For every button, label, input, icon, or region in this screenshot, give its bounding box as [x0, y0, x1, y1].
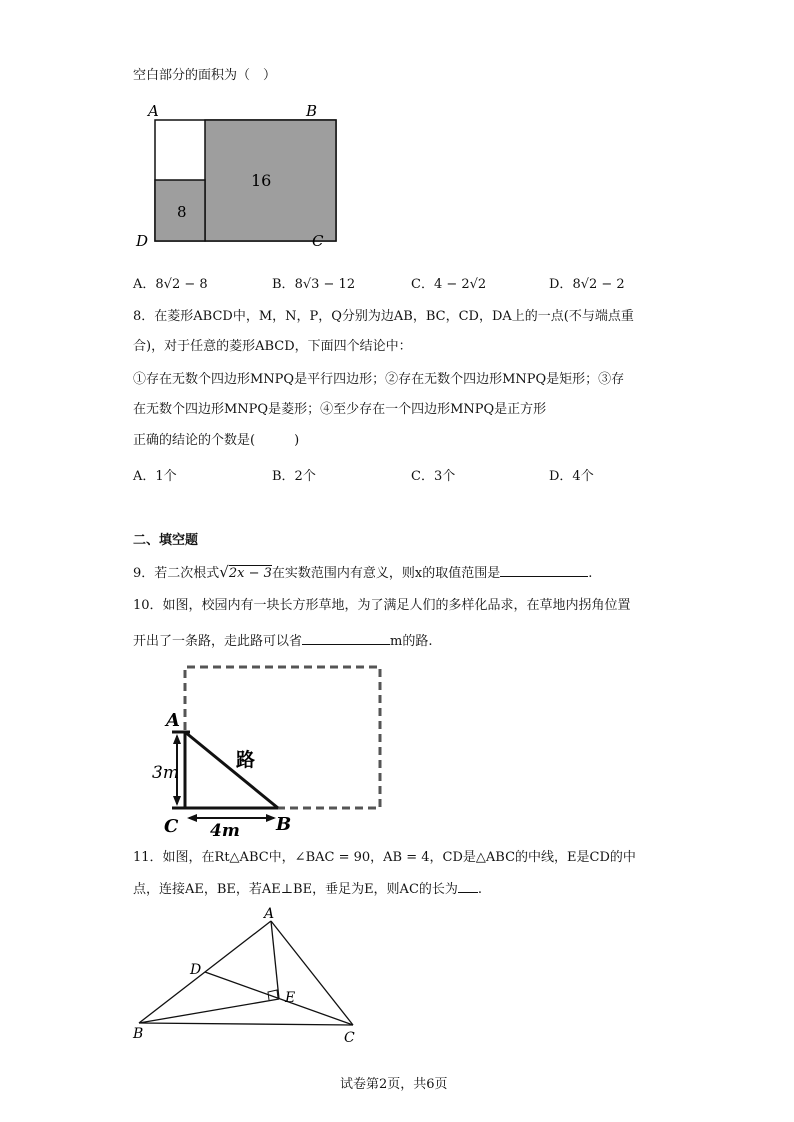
q10-road-label: 路 [236, 749, 256, 771]
q11-line2-suffix: . [477, 882, 483, 897]
q10-line2-prefix: 开出了一条路，走此路可以省 [133, 634, 303, 649]
q11-label-d: D [190, 962, 202, 978]
q8-line1: 8．在菱形ABCD中，M，N，P，Q分别为边AB，BC，CD，DA上的一点(不与端点重 [133, 309, 634, 324]
q8-option-c: C．3个 [411, 469, 456, 484]
page-footer: 试卷第2页，共6页 [340, 1077, 448, 1092]
q7-option-c [411, 273, 486, 292]
q10-label-4m: 4m [210, 821, 240, 841]
q7-label-c: C [312, 232, 324, 250]
q8-option-b: B．2个 [272, 469, 316, 484]
q9-middle: 在实数范围内有意义，则x的取值范围是 [271, 566, 501, 581]
q9-radicand: 2x − 3 [228, 566, 272, 581]
q9-suffix: . [588, 566, 593, 581]
q11-label-e: E [285, 990, 296, 1006]
q11-label-a: A [264, 906, 275, 922]
q10-arrow-up [173, 734, 181, 744]
q7-figure [130, 98, 340, 253]
q9-answer-blank[interactable] [500, 564, 588, 577]
q7-option-a-expr: 8√2 − 8 [155, 277, 208, 292]
q10-label-3m: 3m [152, 763, 179, 783]
q10-label-a: A [166, 710, 180, 731]
q10-road-line [185, 732, 278, 808]
q7-label-d: D [136, 232, 149, 250]
q11-line2 [133, 880, 482, 898]
q11-segment-be [139, 999, 279, 1023]
q10-line2-suffix: m的路. [390, 634, 433, 649]
q7-option-a-label: A． [133, 277, 156, 292]
q7-option-d-expr: 8√2 − 2 [572, 277, 625, 292]
q8-line2: 合)，对于任意的菱形ABCD，下面四个结论中： [133, 339, 412, 354]
q7-label-8: 8 [177, 203, 187, 221]
q11-label-b: B [133, 1026, 144, 1042]
q7-option-d-label: D． [549, 277, 573, 292]
q9-radical: √2x − 3 [219, 563, 272, 581]
q7-option-c-expr: 4 − 2√2 [433, 277, 487, 292]
q7-option-b-label: B． [272, 277, 295, 292]
q10-answer-blank[interactable] [302, 632, 390, 645]
q7-label-b: B [306, 102, 318, 120]
q7-option-c-label: C． [411, 277, 434, 292]
q8-option-a: A．1个 [133, 469, 177, 484]
q8-option-d: D．4个 [549, 469, 594, 484]
q11-answer-blank[interactable] [458, 880, 478, 893]
q7-label-16: 16 [251, 171, 272, 190]
q10-line1: 10．如图，校园内有一块长方形草地，为了满足人们的多样化品求，在草地内拐角位置 [133, 598, 631, 613]
q10-arrow-left [187, 814, 197, 822]
section-title: 二、填空题 [133, 533, 199, 548]
q11-segment-ae [271, 921, 279, 999]
q11-label-c: C [344, 1030, 355, 1046]
q11-side-bc [139, 1023, 353, 1025]
q8-line4: 在无数个四边形MNPQ是菱形；④至少存在一个四边形MNPQ是正方形 [133, 402, 547, 417]
q10-arrow-right [266, 814, 276, 822]
q10-label-c: C [164, 816, 179, 837]
q10-label-b: B [276, 814, 292, 835]
q10-dashed-lawn [185, 667, 380, 808]
q9-prefix: 9．若二次根式 [133, 566, 220, 581]
q10-line2 [133, 632, 432, 650]
q7-option-b-expr: 8√3 − 12 [294, 277, 356, 292]
q10-arrow-down [173, 796, 181, 806]
q8-line5: 正确的结论的个数是( ) [133, 433, 300, 448]
q8-line3: ①存在无数个四边形MNPQ是平行四边形；②存在无数个四边形MNPQ是矩形；③存 [133, 372, 625, 387]
q11-side-ac [271, 921, 353, 1025]
q7-stem: 空白部分的面积为（ ） [133, 68, 277, 83]
q7-option-d [549, 273, 625, 292]
q10-figure [152, 660, 390, 841]
q7-option-b [272, 273, 355, 292]
q7-option-a [133, 273, 208, 292]
q11-line2-prefix: 点，连接AE，BE，若AE⊥BE，垂足为E，则AC的长为 [133, 882, 458, 897]
q9-line [133, 564, 592, 582]
q11-figure [128, 904, 368, 1054]
q11-line1: 11．如图，在Rt△ABC中，∠BAC = 90，AB = 4，CD是△ABC的中线，E是CD的中 [133, 850, 636, 865]
q7-label-a: A [148, 102, 159, 120]
